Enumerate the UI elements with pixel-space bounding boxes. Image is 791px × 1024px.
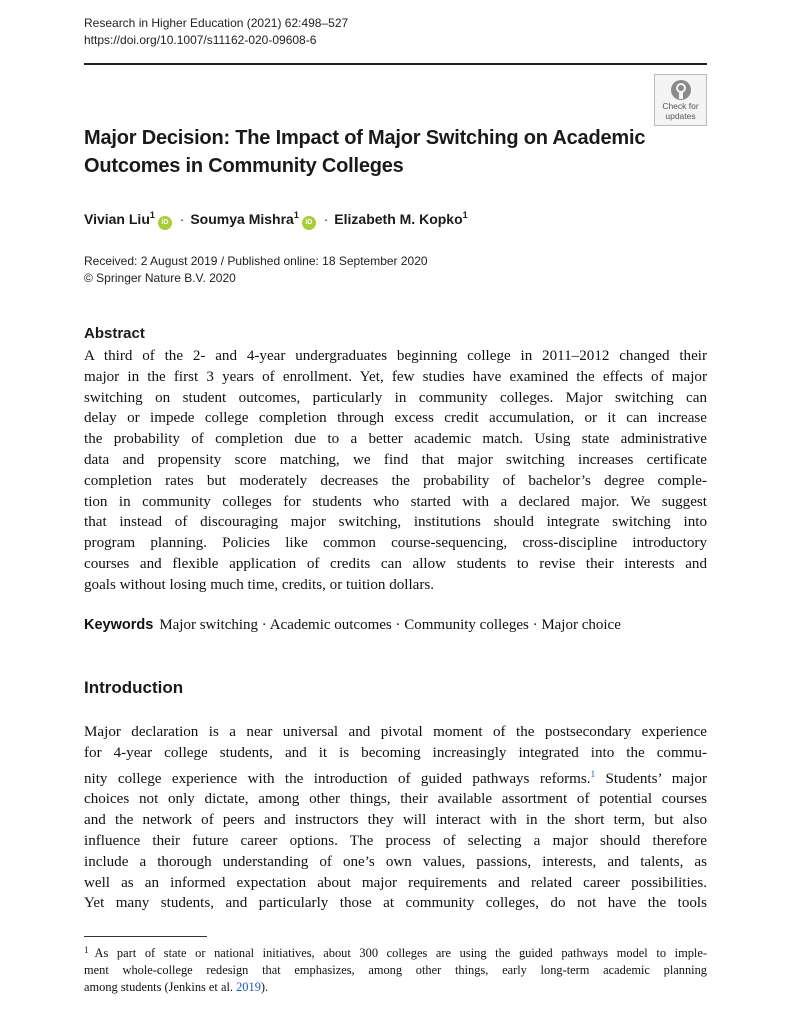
- abstract-line: the probability of completion due to a better academic match. Using state administrative: [84, 431, 707, 448]
- abstract-line: delay or impede college completion through excess credit accumulation, or it can increase: [84, 410, 707, 427]
- footnote-line: ment whole-college redesign that emphasizes, among other things, early long-term academic planning: [84, 963, 707, 977]
- keywords: [84, 615, 621, 635]
- copyright-notice: © Springer Nature B.V. 2020: [84, 271, 236, 285]
- orcid-icon[interactable]: iD: [158, 216, 172, 230]
- check-for-updates-line1: Check for: [662, 101, 699, 111]
- abstract-line: goals without losing much time, credits, or tuition dollars.: [84, 576, 435, 593]
- abstract-line: program planning. Policies like common course-sequencing, cross-discipline introductory: [84, 535, 707, 552]
- introduction-heading: Introduction: [84, 678, 184, 697]
- orcid-icon[interactable]: iD: [302, 216, 316, 230]
- abstract-line: that instead of discouraging major switching, institutions should integrate switching into: [84, 514, 707, 531]
- footnote-divider: [84, 936, 207, 937]
- footnote-line: [84, 979, 707, 996]
- intro-line: well as an informed expectation about major requirements and related career possibilities.: [84, 874, 707, 891]
- intro-line-text: nity college experience with the introduction of guided pathways reforms.: [84, 770, 591, 787]
- keywords-label: Keywords: [84, 617, 154, 633]
- doi-link[interactable]: https://doi.org/10.1007/s11162-020-09608-6: [84, 33, 317, 47]
- abstract-body: [84, 346, 707, 596]
- keywords-list: Major switching · Academic outcomes · Community colleges · Major choice: [159, 617, 621, 633]
- intro-line: include a thorough understanding of one’s own values, passions, interests, and talents, as: [84, 853, 707, 870]
- abstract-line: courses and flexible application of credits can allow students to revise their interests and: [84, 555, 707, 572]
- abstract-line: tion in community colleges for students who started with a declared major. We suggest: [84, 493, 707, 510]
- journal-header: [84, 15, 348, 49]
- check-for-updates-icon: [670, 79, 692, 101]
- author-name[interactable]: Soumya Mishra: [190, 211, 294, 227]
- affiliation-marker: 1: [149, 210, 155, 220]
- intro-line: influence their future career options. The process of selecting a major should therefore: [84, 832, 707, 849]
- abstract-heading: Abstract: [84, 325, 145, 342]
- title-line-2: Outcomes in Community Colleges: [84, 155, 404, 177]
- author-list: [84, 205, 468, 230]
- introduction-body: [84, 722, 707, 914]
- check-for-updates-badge[interactable]: [654, 74, 707, 126]
- intro-line: [84, 764, 707, 790]
- footnote-text: among students (Jenkins et al.: [84, 980, 237, 994]
- footnote-text: ).: [260, 980, 269, 994]
- intro-line: Major declaration is a near universal and pivotal moment of the postsecondary experience: [84, 724, 707, 740]
- abstract-line: A third of the 2- and 4-year undergraduates beginning college in 2011–2012 changed their: [84, 348, 707, 364]
- author-name[interactable]: Vivian Liu: [84, 211, 150, 227]
- journal-citation: Research in Higher Education (2021) 62:498–527: [84, 16, 349, 30]
- affiliation-marker: 1: [462, 210, 468, 220]
- header-divider: [84, 63, 707, 65]
- publication-info: [84, 253, 428, 287]
- abstract-line: data and propensity score matching, we find that major switching increases certificate: [84, 451, 707, 468]
- paper-title: [84, 124, 674, 180]
- intro-line: Yet many students, and particularly those at community colleges, do not have the tools: [84, 895, 707, 912]
- received-dates: Received: 2 August 2019 / Published online: 18 September 2020: [84, 254, 428, 268]
- abstract-line: major in the first 3 years of enrollment. Yet, few studies have examined the effects of major: [84, 368, 707, 385]
- footnote-reference[interactable]: 1: [590, 768, 596, 779]
- footnote: [84, 942, 707, 996]
- footnote-line: [84, 942, 707, 962]
- intro-line: choices not only dictate, among other things, their available assortment of potential courses: [84, 791, 707, 808]
- footnote-number: 1: [84, 945, 89, 955]
- title-line-1: Major Decision: The Impact of Major Switching on Academic: [84, 127, 646, 149]
- affiliation-marker: 1: [293, 210, 299, 220]
- author-name[interactable]: Elizabeth M. Kopko: [334, 211, 463, 227]
- intro-line: for 4-year college students, and it is becoming increasingly integrated into the commu-: [84, 744, 707, 761]
- author-separator: ·: [323, 211, 329, 227]
- citation-link[interactable]: 2019: [236, 980, 261, 994]
- check-for-updates-line2: updates: [665, 110, 696, 121]
- footnote-text: As part of state or national initiatives, about 300 colleges are using the guided pathways model to imple-: [94, 946, 707, 960]
- intro-line-text: Students’ major: [595, 770, 707, 787]
- intro-line: and the network of peers and instructors they will interact with in the short term, but also: [84, 812, 707, 829]
- abstract-line: completion rates but moderately decreases the probability of bachelor’s degree comple-: [84, 472, 707, 489]
- author-separator: ·: [179, 211, 185, 227]
- abstract-line: switching on student outcomes, particularly in community colleges. Major switching can: [84, 389, 707, 406]
